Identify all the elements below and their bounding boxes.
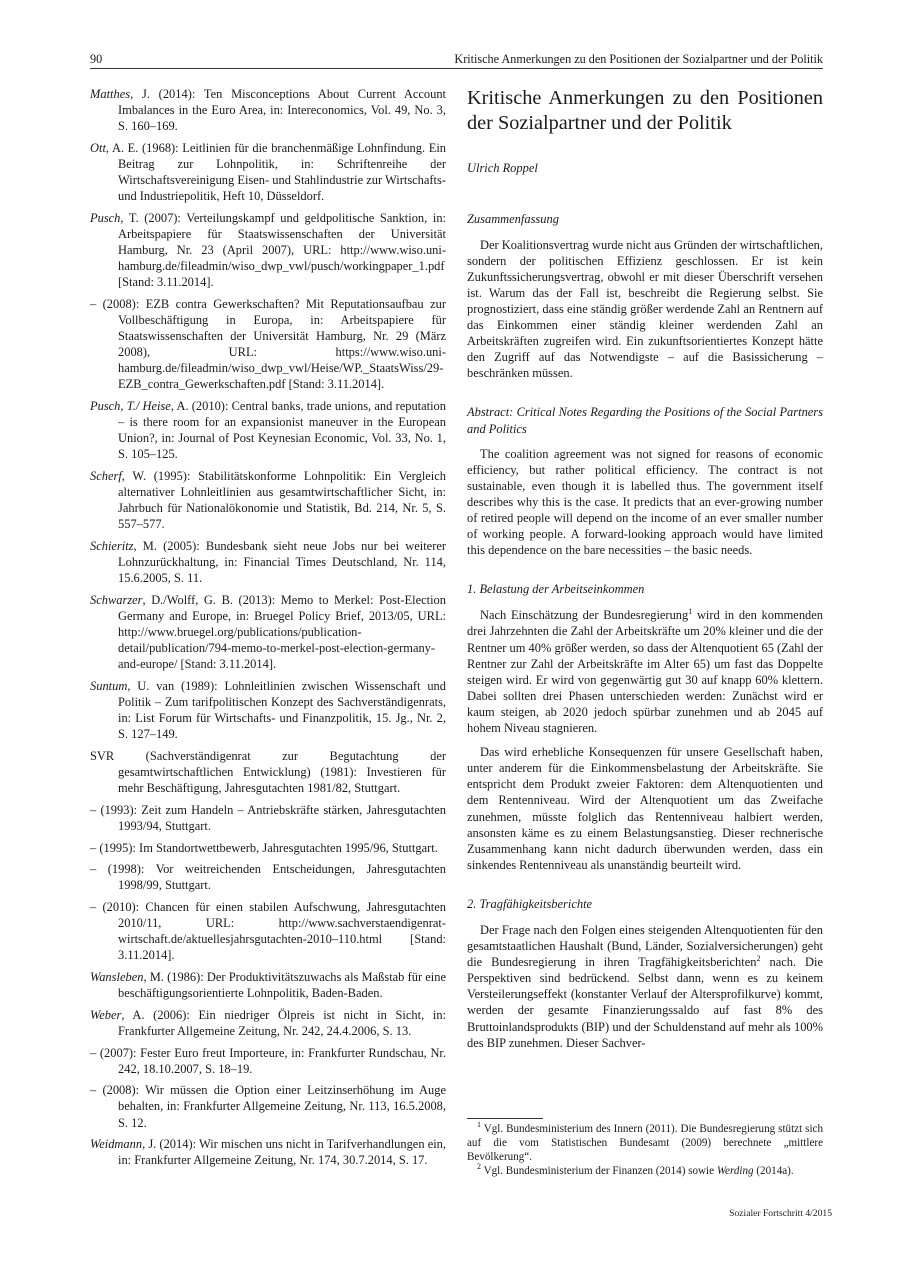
- summary-paragraph: Der Koalitionsvertrag wurde nicht aus Gründen der wirtschaftlichen, sondern der politischen Effizienz geschlossen. Er ist kein Zukunftssicherungsvertrag, obwohl er mit dieser Überschrift versehen ist. Warum das der Fall ist, beschreibt die Regierung selbst. Sie prognostiziert, dass eine ständig größer werdende Zahl an Rentnern auf das Einkommen einer ständig kleiner werdenden Zahl an Arbeitskräften zugreifen wird. Ein zukunftsorientiertes Konzept hätte den Zugriff auf das Notwendigste – auf die Basissicherung – beschränken müssen.: [467, 237, 823, 381]
- reference-text: SVR (Sachverständigenrat zur Begutachtung der gesamtwirtschaftlichen Entwicklung) (1981): Investieren für mehr Beschäftigung, Jahresgutachten 1981/82, Stuttgart.: [90, 748, 446, 796]
- reference-entry: [90, 592, 446, 672]
- reference-author: Weber: [90, 1007, 122, 1022]
- footnote-text: (2014a).: [753, 1165, 794, 1178]
- article-title: Kritische Anmerkungen zu den Positionen der Sozialpartner und der Politik: [467, 87, 823, 135]
- footnotes: [467, 1118, 823, 1178]
- reference-entry: [90, 969, 446, 1001]
- header-rule: [90, 68, 823, 69]
- reference-entry: [90, 1045, 446, 1077]
- section-1-heading: 1. Belastung der Arbeitseinkommen: [467, 582, 645, 597]
- abstract-heading: Abstract: Critical Notes Regarding the Positions of the Social Partners and Politics: [467, 405, 823, 436]
- journal-footer: Sozialer Fortschritt 4/2015: [729, 1208, 832, 1219]
- reference-text: , M. (1986): Der Produktivitätszuwachs als Maßstab für eine beschäftigungsorientierte Lohnpolitik, Baden-Baden.: [118, 970, 446, 1001]
- reference-text: , M. (2005): Bundesbank sieht neue Jobs nur bei weiterer Lohnzurückhaltung, in: Financial Times Deutschland, Nr. 114, 15.6.2005, S. 11.: [118, 539, 446, 586]
- summary-heading: Zusammenfassung: [467, 211, 559, 226]
- reference-author: Pusch, T./ Heise: [90, 399, 171, 414]
- reference-entry: [90, 468, 446, 532]
- reference-text: , J. (2014): Wir mischen uns nicht in Tarifverhandlungen ein, in: Frankfurter Allgemeine Zeitung, Nr. 174, 30.7.2014, S. 17.: [118, 1137, 446, 1168]
- reference-text: – (2010): Chancen für einen stabilen Aufschwung, Jahresgutachten 2010/11, URL: http://www.sachverstaendigenrat-wirtschaft.de/aktuellesjahrsgutachten-2010–110.html [Stand: 3.11.2014].: [90, 900, 446, 963]
- reference-entry: [90, 398, 446, 462]
- section-2-heading: 2. Tragfähigkeitsberichte: [467, 896, 593, 911]
- reference-text: , T. (2007): Verteilungskampf und geldpolitische Sanktion, in: Arbeitspapiere für Staatswissenschaften der Universität Hamburg, Nr. 23 (April 2007), URL: http://www.wiso.uni-hamburg.de/fileadmin/wiso_dwp_vwl/pusch/workingpaper_1.pdf [Stand: 3.11.2014].: [118, 210, 446, 290]
- footnote-text: Vgl. Bundesministerium des Innern (2011). Die Bundesregierung stützt sich auf die vom Statistischen Bundesamt (2009) berechnete „mittlere Bevölkerung“.: [467, 1123, 823, 1164]
- reference-author: Ott: [90, 140, 106, 155]
- footnote-ref-1[interactable]: 1: [688, 607, 693, 617]
- reference-text: , A. (2006): Ein niedriger Ölpreis ist nicht in Sicht, in: Frankfurter Allgemeine Zeitung, Nr. 242, 24.4.2006, S. 13.: [118, 1007, 446, 1038]
- footnote-rule: [467, 1118, 543, 1119]
- running-title: Kritische Anmerkungen zu den Positionen der Sozialpartner und der Politik: [454, 52, 823, 66]
- reference-text: , A. E. (1968): Leitlinien für die branchenmäßige Lohnfindung. Ein Beitrag zur Lohnpolitik, in: Schriftenreihe der Wirtschaftsvereinigung Eisen- und Stahlindustrie zur Wirtschafts- und Industriepolitik, Heft 10, Düsseldorf.: [105, 140, 446, 204]
- section-2-paragraph-1: [467, 922, 823, 1051]
- article-column: [467, 86, 823, 1051]
- footnote-author: Werding: [716, 1165, 754, 1178]
- paragraph-text: Der Frage nach den Folgen eines steigenden Altenquotienten für den gesamtstaatlichen Haushalt (Bund, Länder, Sozialversicherungen) geht die Bundesregierung in ihren Tragfähigkeitsberichten: [467, 922, 823, 970]
- reference-author: Schwarzer: [90, 592, 143, 607]
- reference-entry: [90, 899, 446, 963]
- reference-entry: [90, 210, 446, 290]
- reference-entry: [90, 1082, 446, 1130]
- reference-text: – (1993): Zeit zum Handeln – Antriebskräfte stärken, Jahresgutachten 1993/94, Stuttgart.: [90, 802, 446, 833]
- reference-entry: [90, 296, 446, 393]
- reference-text: , D./Wolff, G. B. (2013): Memo to Merkel: Post-Election Germany and Europe, in: Bruegel Policy Brief, 2013/05, URL: http://www.bruegel.org/publications/publication-detail/publication/794-memo-to-merkel-post-election-germany-and-europe/ [Stand: 3.11.2014].: [118, 592, 446, 672]
- footnote-ref-2[interactable]: 2: [756, 954, 761, 964]
- footnote-number: 1: [477, 1120, 481, 1129]
- reference-text: – (1995): Im Standortwettbewerb, Jahresgutachten 1995/96, Stuttgart.: [90, 840, 438, 855]
- reference-entry: [90, 538, 446, 586]
- footnote-2: [467, 1164, 823, 1178]
- reference-entry: [90, 86, 446, 134]
- reference-entry: [90, 140, 446, 204]
- reference-entry: [90, 802, 446, 834]
- reference-entry: [90, 1007, 446, 1039]
- page-number: 90: [90, 52, 103, 66]
- reference-author: Weidmann: [90, 1137, 143, 1152]
- article-author: Ulrich Roppel: [467, 161, 538, 176]
- paragraph-text: Nach Einschätzung der Bundesregierung: [480, 608, 689, 623]
- abstract-paragraph: The coalition agreement was not signed for reasons of economic efficiency, but rather political efficiency. The contract is not sustainable, even though it is labelled thus. The government itself describes why this is the case. It predicts that an ever-growing number of retired people will depend on the income of an ever smaller number of working people. A forward-looking approach would have limited this dependence on the bare necessities – the basic needs.: [467, 446, 823, 558]
- reference-entry: [90, 678, 446, 742]
- reference-entry: [90, 861, 446, 893]
- reference-entry: [90, 748, 446, 796]
- footnote-number: 2: [477, 1162, 481, 1172]
- reference-text: , W. (1995): Stabilitätskonforme Lohnpolitik: Ein Vergleich alternativer Lohnleitlinien aus gesamtwirtschaftlicher Sicht, in: Jahrbuch für Nationalökonomie und Statistik, Bd. 214, Nr. 5, S. 557–577.: [118, 469, 446, 532]
- references-column: [90, 86, 446, 1174]
- reference-author: Wansleben: [90, 970, 144, 984]
- reference-author: Schieritz: [90, 539, 134, 553]
- section-1-paragraph-1: [467, 607, 823, 736]
- reference-author: Matthes: [90, 87, 131, 101]
- reference-entry: [90, 840, 446, 856]
- reference-text: – (2007): Fester Euro freut Importeure, in: Frankfurter Rundschau, Nr. 242, 18.10.2007, S. 18–19.: [90, 1045, 446, 1076]
- footnote-1: [467, 1122, 823, 1164]
- reference-text: , J. (2014): Ten Misconceptions About Current Account Imbalances in the Euro Area, in: Intereconomics, Vol. 49, No. 3, S. 160–169.: [118, 87, 446, 134]
- paragraph-text: wird in den kommenden drei Jahrzehnten die Zahl der Arbeitskräfte um 20% kleiner und die der Rentner um 40% größer werden, so dass der Altenquotient 65 (Zahl der Rentner zur Zahl der Arbeitskräfte im Alter 65) um fast das Doppelte steigen wird. Er wird von gegenwärtig gut 30 auf knapp 60% klettern. Dabei sollten drei Phasen unterschieden werden: Zunächst wird er kaum steigen, ab 2020 jedoch spürbar zunehmen und ab 2045 auf hohem Niveau stagnieren.: [467, 608, 823, 736]
- reference-text: – (2008): EZB contra Gewerkschaften? Mit Reputationsaufbau zur Vollbeschäftigung in Europa, in: Arbeitspapiere für Staatswissenschaften der Universität Hamburg, Nr. 29 (März 2008), URL: https://www.wiso.uni-hamburg.de/fileadmin/wiso_dwp_vwl/Heise/WP._StaatsWiss/29-EZB_contra_Gewerkschaften.pdf [Stand: 3.11.2014].: [90, 296, 446, 392]
- reference-text: , A. (2010): Central banks, trade unions, and reputation – is there room for an expansionist maneuver in the European Union?, in: Journal of Post Keynesian Economic, Vol. 33, No. 1, S. 105–125.: [118, 399, 446, 462]
- reference-author: Scherf: [90, 469, 122, 484]
- reference-text: – (1998): Vor weitreichenden Entscheidungen, Jahresgutachten 1998/99, Stuttgart.: [90, 862, 446, 893]
- section-1-paragraph-2: Das wird erhebliche Konsequenzen für unsere Gesellschaft haben, unter anderem für die Einkommensbelastung der Arbeitskräfte. Sie entspricht dem Produkt zweier Faktoren: dem Altenquotienten und dem Rentenniveau. Wird der Altenquotient um das Zweifache zunehmen, müsste folglich das Rentenniveau halbiert werden, ansonsten käme es zu einem Belastungsanstieg. Dieser rechnerische Zusammenhang kann nicht dadurch überwunden werden, dass ein sinkendes Rentenniveau als unanständig beurteilt wird.: [467, 745, 823, 872]
- reference-text: – (2008): Wir müssen die Option einer Leitzinserhöhung im Auge behalten, in: Frankfurter Allgemeine Zeitung, Nr. 113, 16.5.2008, S. 12.: [90, 1083, 446, 1130]
- paragraph-text: nach. Die Perspektiven sind bedrückend. Selbst dann, wenn es zu keinem Versteilerungseffekt (konstanter Verlauf der Altersprofilkurve) kommt, werden der gesamte Finanzierungssaldo auf fast 8% des Bruttoinlandsprodukts (BIP) und der Schuldenstand auf mehr als 100% des BIP zunehmen. Dieser Sachver-: [467, 955, 824, 1050]
- reference-author: Suntum: [90, 678, 128, 693]
- footnote-text: Vgl. Bundesministerium der Finanzen (2014) sowie: [481, 1165, 717, 1178]
- reference-entry: [90, 1136, 446, 1168]
- reference-author: Pusch: [90, 210, 121, 225]
- reference-text: , U. van (1989): Lohnleitlinien zwischen Wissenschaft und Politik – Zum tarifpolitischen Konzept des Sachverständigenrats, in: List Forum für Wirtschafts- und Finanzpolitik, 15. Jg., Nr. 2, S. 127–149.: [118, 678, 446, 742]
